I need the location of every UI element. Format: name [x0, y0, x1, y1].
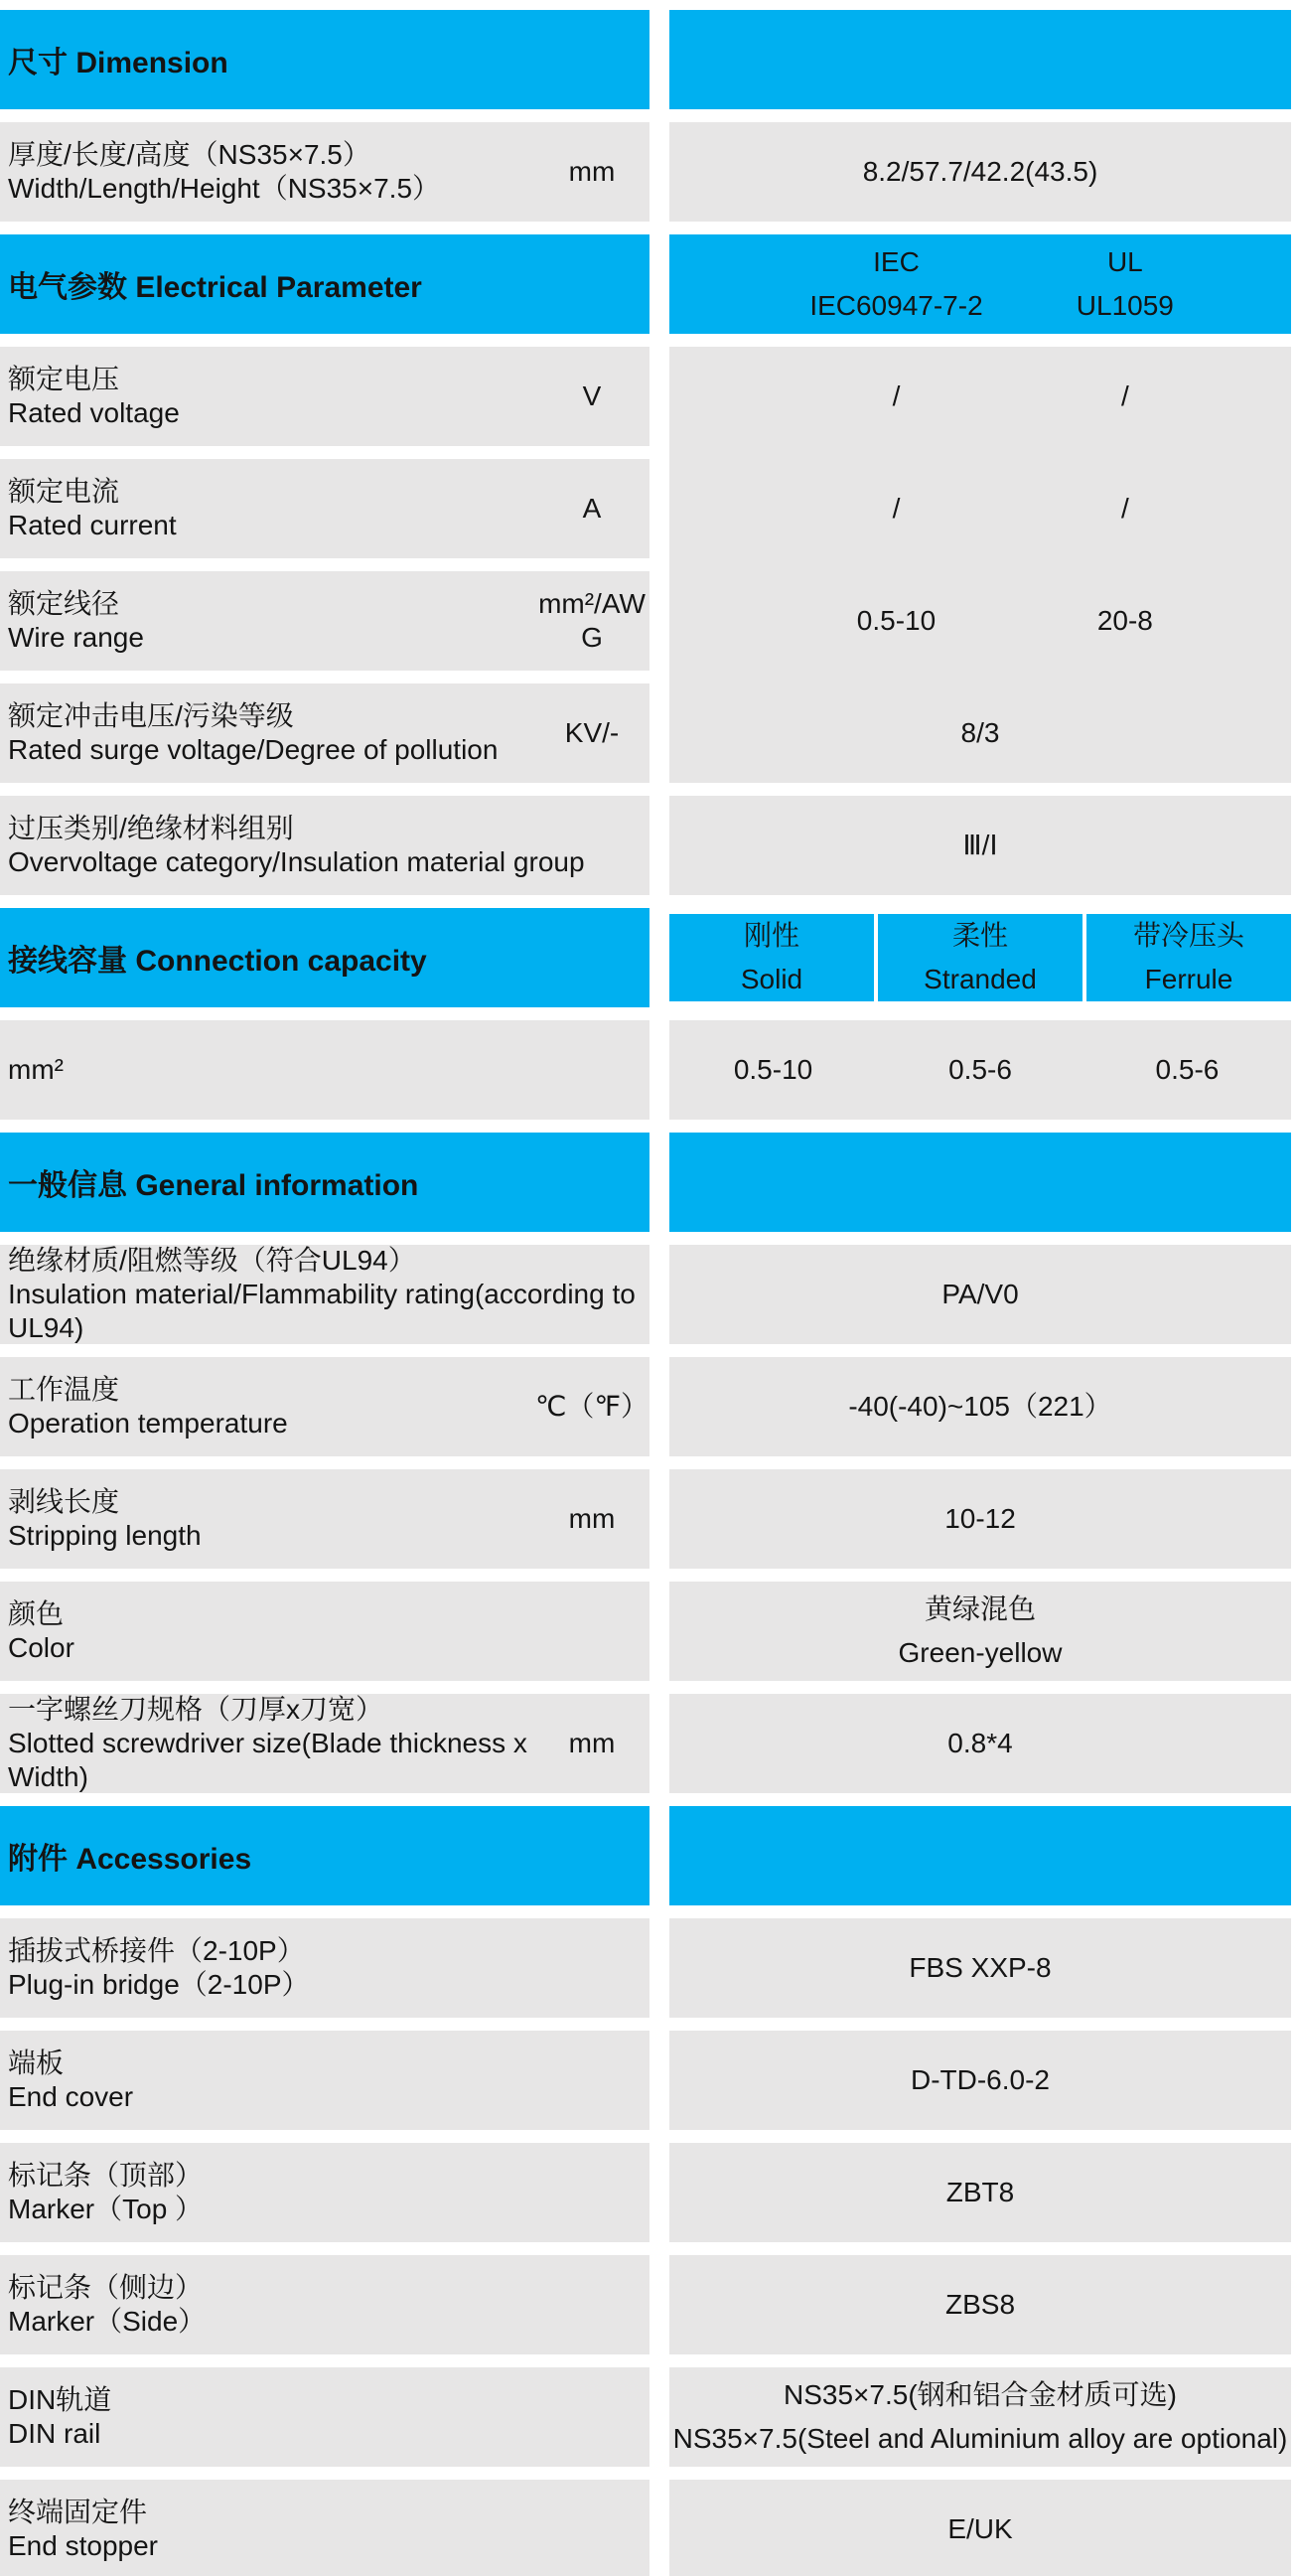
row-din-rail-label [0, 2367, 650, 2467]
label-cn: 一字螺丝刀规格（刀厚x刀宽） [8, 1694, 384, 1725]
label-en: Wire range [8, 622, 144, 653]
value-iec: 0.5-10 [856, 605, 937, 636]
label-en: Stripping length [8, 1520, 202, 1551]
row-overvoltage-label [0, 796, 650, 895]
label-en: Marker（Top ） [8, 2194, 204, 2224]
row-marker-side-value [669, 2255, 1291, 2354]
value-en: Green-yellow [898, 1637, 1063, 1668]
row-screwdriver-label [0, 1694, 650, 1793]
label-en: Insulation material/Flammability rating(according to UL94) [8, 1279, 636, 1343]
row-marker-top-value [669, 2143, 1291, 2242]
row-operation-temp-value [669, 1357, 1291, 1456]
row-wire-range-label [0, 571, 650, 671]
value-solid: 0.5-10 [733, 1054, 813, 1085]
row-end-cover-value [669, 2031, 1291, 2130]
row-rated-voltage-label [0, 347, 650, 446]
label-cn: 额定冲击电压/污染等级 [8, 700, 294, 731]
unit: mm [568, 156, 616, 187]
value-ul: / [1120, 380, 1129, 411]
label-cn: 端板 [8, 2047, 65, 2078]
label-en: Plug-in bridge（2-10P） [8, 1969, 310, 2000]
label-cn: 绝缘材质/阻燃等级（符合UL94） [8, 1245, 416, 1276]
unit: ℃（℉） [534, 1391, 650, 1422]
row-size-value [669, 122, 1291, 222]
right-column [669, 10, 1291, 2576]
value: 8.2/57.7/42.2(43.5) [862, 156, 1098, 187]
unit: mm [568, 1503, 616, 1534]
section-title: 电气参数 Electrical Parameter [8, 271, 422, 304]
label-en: Operation temperature [8, 1408, 288, 1439]
standard-ul [1077, 240, 1174, 328]
row-color-value [669, 1582, 1291, 1681]
label-en: End stopper [8, 2530, 158, 2561]
row-bridge-label [0, 1918, 650, 2018]
header-general-spacer [669, 1133, 1291, 1232]
value-iec: / [892, 493, 901, 524]
section-title: 接线容量 Connection capacity [8, 945, 427, 978]
row-insulation-value [669, 1245, 1291, 1344]
unit: KV/- [564, 717, 620, 748]
value: 0.8*4 [947, 1728, 1013, 1758]
header-dimension-spacer [669, 10, 1291, 109]
unit: V [582, 380, 602, 411]
label-en: Rated voltage [8, 397, 180, 428]
value: 8/3 [960, 717, 1000, 748]
label-cn: 标记条（侧边） [8, 2272, 204, 2303]
row-connection-mm2-values [669, 1020, 1291, 1120]
label-cn: 厚度/长度/高度（NS35×7.5） [8, 139, 370, 170]
header-connection-cols [669, 908, 1291, 1007]
left-column [0, 10, 650, 2576]
electrical-values-block [669, 347, 1291, 783]
section-title: 一般信息 General information [8, 1169, 419, 1202]
label-cn: 过压类别/绝缘材料组别 [8, 813, 294, 843]
col-label-cn: 刚性 [743, 920, 799, 951]
value-ul: 20-8 [1096, 605, 1153, 636]
label-cn: 额定电流 [8, 476, 120, 507]
value: D-TD-6.0-2 [910, 2064, 1050, 2095]
label: mm² [8, 1054, 64, 1085]
wire-range-values [669, 571, 1291, 671]
row-bridge-value [669, 1918, 1291, 2018]
header-connection [0, 908, 650, 1007]
label-cn: 终端固定件 [8, 2497, 148, 2527]
standard-label: UL [1106, 246, 1143, 277]
label-cn: 额定电压 [8, 364, 120, 394]
label-en: Color [8, 1632, 74, 1663]
unit: A [582, 493, 602, 524]
row-marker-side-label [0, 2255, 650, 2354]
row-insulation-label [0, 1245, 650, 1344]
value: FBS XXP-8 [909, 1952, 1052, 1983]
row-rated-current-label [0, 459, 650, 558]
section-title: 尺寸 Dimension [8, 47, 228, 79]
row-end-stopper-label [0, 2480, 650, 2576]
value-stranded: 0.5-6 [948, 1054, 1012, 1085]
label-en: Overvoltage category/Insulation material group [8, 846, 585, 877]
row-color-label [0, 1582, 650, 1681]
standard-number: IEC60947-7-2 [809, 290, 983, 321]
row-surge-label [0, 683, 650, 783]
value-cn: NS35×7.5(钢和铝合金材质可选) [784, 2379, 1177, 2410]
standard-label: IEC [873, 246, 920, 277]
col-label-cn: 带冷压头 [1132, 920, 1244, 951]
standard-iec [809, 240, 982, 328]
row-stripping-value [669, 1469, 1291, 1569]
label-en: Width/Length/Height（NS35×7.5） [8, 173, 441, 204]
label-cn: 剥线长度 [8, 1486, 120, 1517]
label-en: Rated current [8, 510, 177, 540]
col-label-cn: 柔性 [951, 920, 1008, 951]
unit: mm²/AWG [538, 588, 646, 653]
header-accessories-spacer [669, 1806, 1291, 1905]
row-end-cover-label [0, 2031, 650, 2130]
label-cn: 标记条（顶部） [8, 2160, 204, 2191]
row-operation-temp-label [0, 1357, 650, 1456]
rated-voltage-values [669, 347, 1291, 446]
label-cn: 插拔式桥接件（2-10P） [8, 1935, 305, 1966]
surge-value [669, 683, 1291, 783]
value-ferrule: 0.5-6 [1155, 1054, 1220, 1085]
row-size-label [0, 122, 650, 222]
value-iec: / [892, 380, 901, 411]
row-marker-top-label [0, 2143, 650, 2242]
value-cn: 黄绿混色 [924, 1593, 1036, 1624]
section-title: 附件 Accessories [8, 1843, 252, 1876]
label-cn: 工作温度 [8, 1374, 120, 1405]
col-stranded [878, 914, 1082, 1001]
unit: mm [568, 1728, 616, 1758]
col-label-en: Solid [740, 964, 803, 994]
header-general [0, 1133, 650, 1232]
value: PA/V0 [941, 1279, 1019, 1309]
row-connection-mm2-label [0, 1020, 650, 1120]
col-label-en: Ferrule [1144, 964, 1233, 994]
col-ferrule [1086, 914, 1291, 1001]
row-overvoltage-value [669, 796, 1291, 895]
row-stripping-label [0, 1469, 650, 1569]
label-cn: 颜色 [8, 1598, 65, 1629]
header-standards [669, 234, 1291, 334]
label-cn: 额定线径 [8, 588, 120, 619]
label-en: Rated surge voltage/Degree of pollution [8, 734, 499, 765]
header-dimension [0, 10, 650, 109]
value: ZBT8 [945, 2177, 1015, 2207]
value: E/UK [947, 2513, 1013, 2544]
label-en: Slotted screwdriver size(Blade thickness x Width) [8, 1728, 527, 1792]
value: Ⅲ/Ⅰ [962, 830, 998, 860]
value: -40(-40)~105（221） [848, 1391, 1112, 1422]
value-en: NS35×7.5(Steel and Aluminium alloy are optional) [672, 2423, 1288, 2454]
value-ul: / [1120, 493, 1129, 524]
label-en: Marker（Side） [8, 2306, 207, 2337]
col-label-en: Stranded [924, 964, 1037, 994]
row-screwdriver-value [669, 1694, 1291, 1793]
value: 10-12 [944, 1503, 1016, 1534]
header-electrical [0, 234, 650, 334]
label-en: End cover [8, 2081, 134, 2112]
header-accessories [0, 1806, 650, 1905]
row-din-rail-value [669, 2367, 1291, 2467]
label-cn: DIN轨道 [8, 2384, 112, 2415]
col-solid [669, 914, 874, 1001]
value: ZBS8 [944, 2289, 1016, 2320]
label-en: DIN rail [8, 2418, 101, 2449]
row-end-stopper-value [669, 2480, 1291, 2576]
rated-current-values [669, 459, 1291, 558]
standard-number: UL1059 [1076, 290, 1174, 321]
